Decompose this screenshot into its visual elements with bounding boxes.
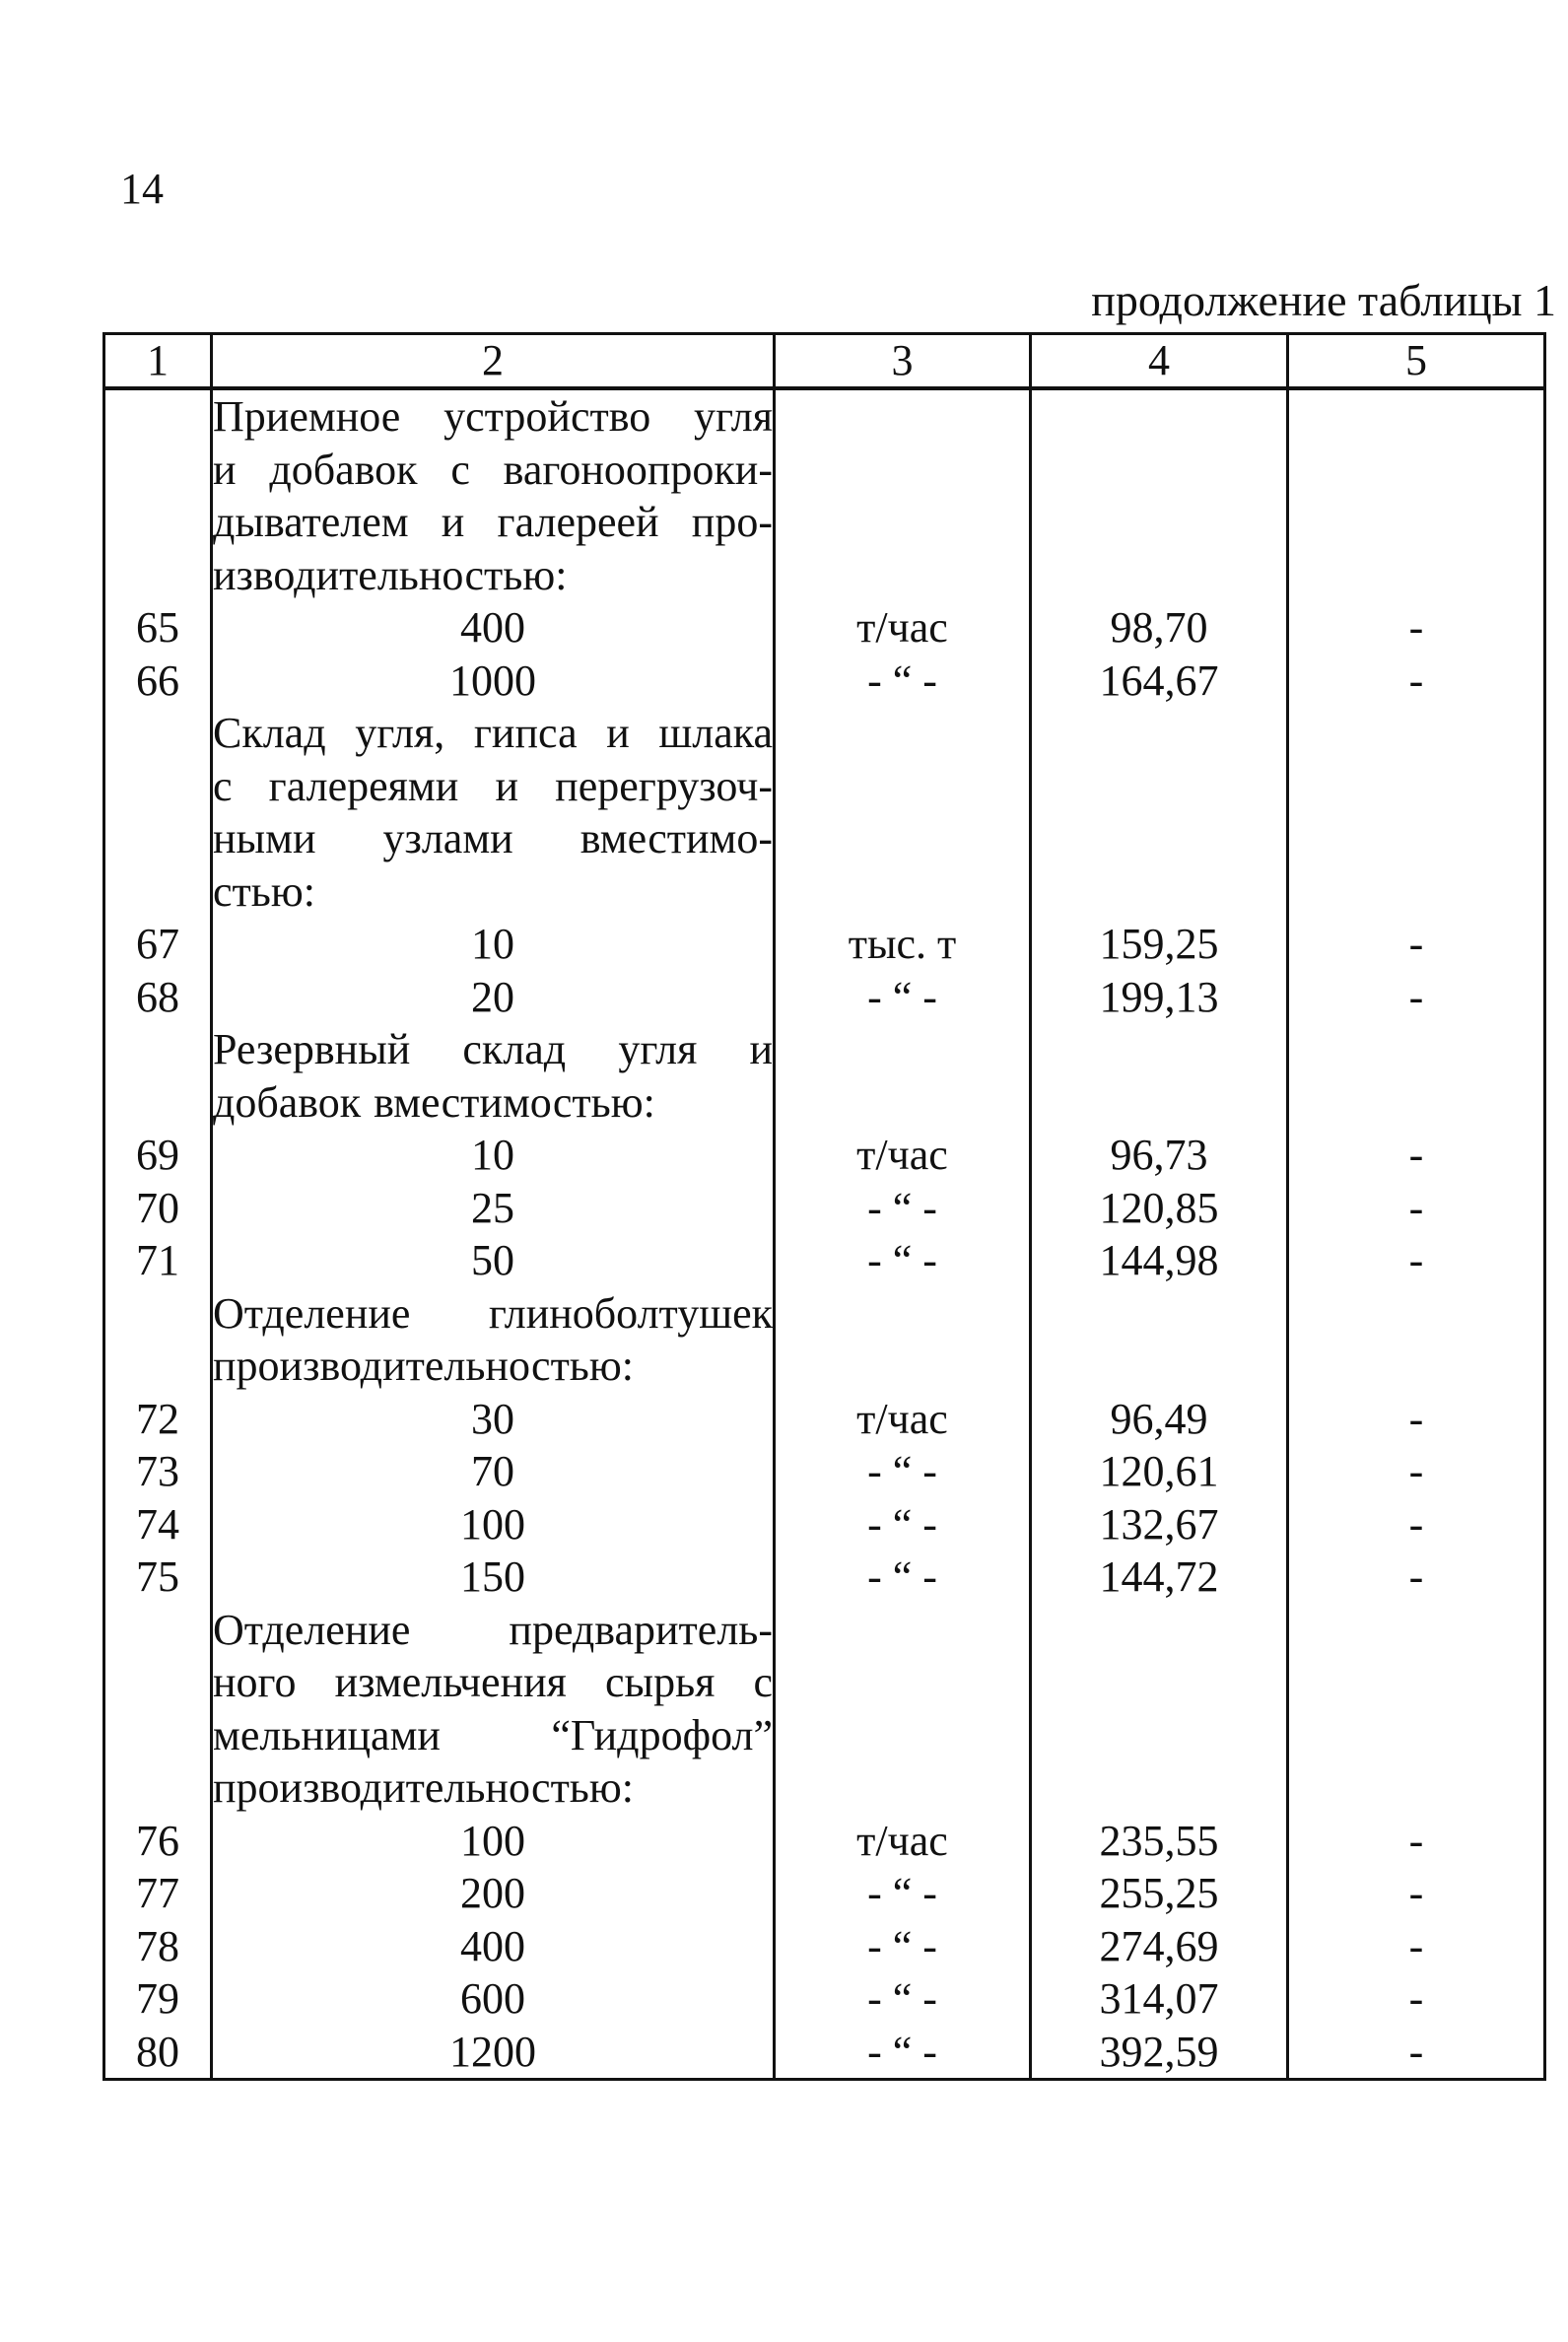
extra-cell: - xyxy=(1288,918,1545,971)
capacity-cell: 150 xyxy=(212,1550,775,1604)
section-title-row xyxy=(104,707,1545,918)
empty-cell xyxy=(1031,388,1288,601)
cost-cell: 159,25 xyxy=(1031,918,1288,971)
table-row xyxy=(104,1867,1545,1920)
table-row xyxy=(104,1815,1545,1868)
section-title-cell xyxy=(212,1023,775,1129)
empty-cell xyxy=(775,388,1031,601)
extra-cell: - xyxy=(1288,1182,1545,1235)
section-title-line: стью: xyxy=(213,866,315,916)
empty-cell xyxy=(1031,707,1288,918)
section-title-cell xyxy=(212,707,775,918)
capacity-cell: 400 xyxy=(212,601,775,654)
capacity-cell: 600 xyxy=(212,1972,775,2026)
section-title-line: мельницами “Гидрофол” xyxy=(213,1710,773,1759)
row-number-cell: 74 xyxy=(104,1498,212,1551)
cost-cell: 199,13 xyxy=(1031,971,1288,1024)
unit-cell: - “ - xyxy=(775,2026,1031,2080)
capacity-cell: 100 xyxy=(212,1815,775,1868)
row-number-cell xyxy=(104,1287,212,1393)
row-number-cell: 78 xyxy=(104,1920,212,1973)
capacity-cell: 30 xyxy=(212,1393,775,1446)
extra-cell: - xyxy=(1288,1498,1545,1551)
column-header-1: 1 xyxy=(104,334,212,389)
section-title-row xyxy=(104,1023,1545,1129)
unit-cell: т/час xyxy=(775,1393,1031,1446)
section-title-line: добавок вместимостью: xyxy=(213,1077,655,1127)
table-row xyxy=(104,1972,1545,2026)
table-row xyxy=(104,918,1545,971)
extra-cell: - xyxy=(1288,601,1545,654)
row-number-cell: 72 xyxy=(104,1393,212,1446)
section-title-row xyxy=(104,1287,1545,1393)
extra-cell: - xyxy=(1288,971,1545,1024)
row-number-cell: 69 xyxy=(104,1129,212,1182)
row-number-cell xyxy=(104,1023,212,1129)
table-row xyxy=(104,1393,1545,1446)
extra-cell: - xyxy=(1288,1920,1545,1973)
table-row xyxy=(104,1445,1545,1498)
section-title-line: Отделение глиноболтушек xyxy=(213,1288,773,1338)
cost-cell: 235,55 xyxy=(1031,1815,1288,1868)
row-number-cell: 79 xyxy=(104,1972,212,2026)
unit-cell: т/час xyxy=(775,1815,1031,1868)
unit-cell: т/час xyxy=(775,601,1031,654)
unit-cell: - “ - xyxy=(775,1498,1031,1551)
empty-cell xyxy=(1031,1023,1288,1129)
table-row xyxy=(104,971,1545,1024)
cost-cell: 98,70 xyxy=(1031,601,1288,654)
capacity-cell: 25 xyxy=(212,1182,775,1235)
capacity-cell: 400 xyxy=(212,1920,775,1973)
row-number-cell: 80 xyxy=(104,2026,212,2080)
empty-cell xyxy=(1288,388,1545,601)
empty-cell xyxy=(775,1023,1031,1129)
empty-cell xyxy=(775,1287,1031,1393)
cost-cell: 96,73 xyxy=(1031,1129,1288,1182)
unit-cell: - “ - xyxy=(775,1867,1031,1920)
row-number-cell: 75 xyxy=(104,1550,212,1604)
extra-cell: - xyxy=(1288,1867,1545,1920)
capacity-cell: 70 xyxy=(212,1445,775,1498)
empty-cell xyxy=(775,1604,1031,1815)
capacity-cell: 10 xyxy=(212,918,775,971)
cost-cell: 274,69 xyxy=(1031,1920,1288,1973)
section-title-line: с галереями и перегрузоч- xyxy=(213,761,773,810)
column-header-4: 4 xyxy=(1031,334,1288,389)
section-title-line: дывателем и галереей про- xyxy=(213,498,773,546)
empty-cell xyxy=(1031,1287,1288,1393)
cost-cell: 120,61 xyxy=(1031,1445,1288,1498)
cost-cell: 96,49 xyxy=(1031,1393,1288,1446)
empty-cell xyxy=(775,707,1031,918)
table-row xyxy=(104,1129,1545,1182)
section-title-line: и добавок с вагоноопроки- xyxy=(213,445,773,494)
table-row xyxy=(104,1920,1545,1973)
section-title-row xyxy=(104,1604,1545,1815)
extra-cell: - xyxy=(1288,1129,1545,1182)
section-title-line: Резервный склад угля и xyxy=(213,1025,773,1073)
empty-cell xyxy=(1288,1287,1545,1393)
extra-cell: - xyxy=(1288,654,1545,708)
unit-cell: - “ - xyxy=(775,1920,1031,1973)
row-number-cell: 66 xyxy=(104,654,212,708)
unit-cell: - “ - xyxy=(775,654,1031,708)
cost-cell: 144,72 xyxy=(1031,1550,1288,1604)
cost-cell: 255,25 xyxy=(1031,1867,1288,1920)
section-title-cell xyxy=(212,1287,775,1393)
empty-cell xyxy=(1031,1604,1288,1815)
extra-cell: - xyxy=(1288,1972,1545,2026)
section-title-cell xyxy=(212,1604,775,1815)
capacity-cell: 20 xyxy=(212,971,775,1024)
unit-cell: т/час xyxy=(775,1129,1031,1182)
section-title-line: Отделение предваритель- xyxy=(213,1605,773,1654)
unit-cell: тыс. т xyxy=(775,918,1031,971)
row-number-cell: 67 xyxy=(104,918,212,971)
section-title-row xyxy=(104,388,1545,601)
row-number-cell: 65 xyxy=(104,601,212,654)
row-number-cell xyxy=(104,707,212,918)
empty-cell xyxy=(1288,707,1545,918)
unit-cell: - “ - xyxy=(775,971,1031,1024)
row-number-cell: 76 xyxy=(104,1815,212,1868)
section-title-line: ными узлами вместимо- xyxy=(213,814,773,862)
cost-cell: 120,85 xyxy=(1031,1182,1288,1235)
unit-cell: - “ - xyxy=(775,1550,1031,1604)
column-header-2: 2 xyxy=(212,334,775,389)
unit-cell: - “ - xyxy=(775,1972,1031,2026)
table-row xyxy=(104,1498,1545,1551)
extra-cell: - xyxy=(1288,1445,1545,1498)
unit-cell: - “ - xyxy=(775,1445,1031,1498)
table-row xyxy=(104,654,1545,708)
column-header-3: 3 xyxy=(775,334,1031,389)
section-title-line: изводительностью: xyxy=(213,550,568,599)
data-table xyxy=(102,332,1546,2081)
cost-cell: 392,59 xyxy=(1031,2026,1288,2080)
extra-cell: - xyxy=(1288,1234,1545,1287)
table-header-row xyxy=(104,334,1545,389)
row-number-cell: 68 xyxy=(104,971,212,1024)
extra-cell: - xyxy=(1288,1815,1545,1868)
section-title-line: ного измельчения сырья с xyxy=(213,1658,773,1706)
capacity-cell: 100 xyxy=(212,1498,775,1551)
table-row xyxy=(104,1182,1545,1235)
row-number-cell: 70 xyxy=(104,1182,212,1235)
table-row xyxy=(104,1234,1545,1287)
unit-cell: - “ - xyxy=(775,1234,1031,1287)
row-number-cell: 77 xyxy=(104,1867,212,1920)
table-row xyxy=(104,601,1545,654)
cost-cell: 314,07 xyxy=(1031,1972,1288,2026)
capacity-cell: 50 xyxy=(212,1234,775,1287)
empty-cell xyxy=(1288,1604,1545,1815)
page-number: 14 xyxy=(120,165,164,213)
row-number-cell: 71 xyxy=(104,1234,212,1287)
table-row xyxy=(104,2026,1545,2080)
extra-cell: - xyxy=(1288,2026,1545,2080)
row-number-cell: 73 xyxy=(104,1445,212,1498)
empty-cell xyxy=(1288,1023,1545,1129)
capacity-cell: 200 xyxy=(212,1867,775,1920)
section-title-line: Приемное устройство угля xyxy=(213,392,773,441)
section-title-line: Склад угля, гипса и шлака xyxy=(213,709,773,757)
cost-cell: 132,67 xyxy=(1031,1498,1288,1551)
cost-cell: 164,67 xyxy=(1031,654,1288,708)
table-caption: продолжение таблицы 1 xyxy=(1091,275,1556,325)
extra-cell: - xyxy=(1288,1550,1545,1604)
capacity-cell: 1200 xyxy=(212,2026,775,2080)
capacity-cell: 1000 xyxy=(212,654,775,708)
section-title-line: производительностью: xyxy=(213,1342,634,1390)
section-title-cell xyxy=(212,388,775,601)
capacity-cell: 10 xyxy=(212,1129,775,1182)
row-number-cell xyxy=(104,388,212,601)
table-row xyxy=(104,1550,1545,1604)
unit-cell: - “ - xyxy=(775,1182,1031,1235)
cost-cell: 144,98 xyxy=(1031,1234,1288,1287)
extra-cell: - xyxy=(1288,1393,1545,1446)
section-title-line: производительностью: xyxy=(213,1763,634,1812)
column-header-5: 5 xyxy=(1288,334,1545,389)
row-number-cell xyxy=(104,1604,212,1815)
